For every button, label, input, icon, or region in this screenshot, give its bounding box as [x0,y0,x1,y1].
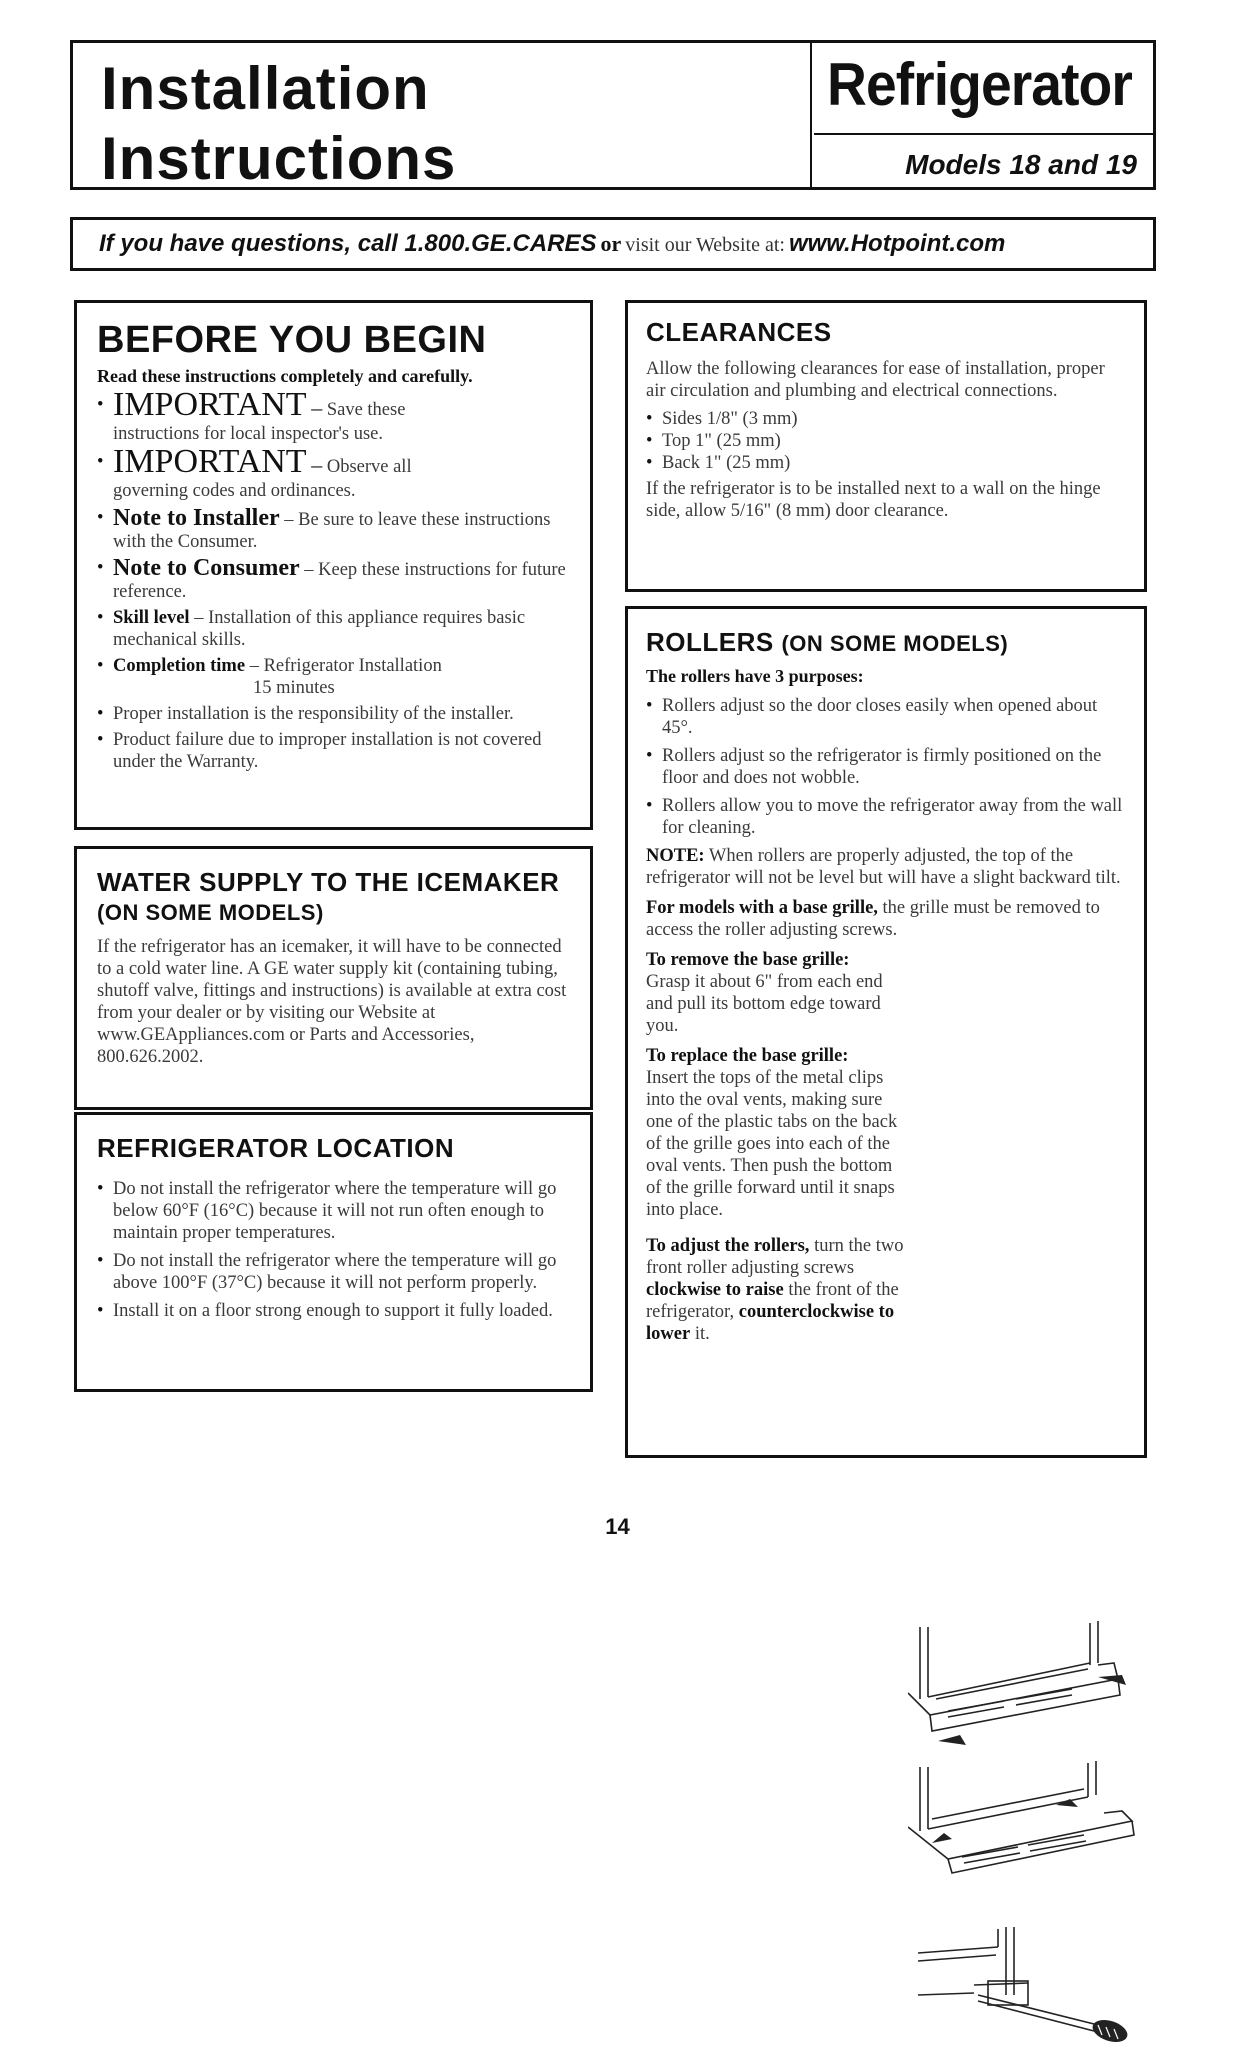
adjust-text: it. [694,1324,710,1344]
appliance-title: Refrigerator [827,51,1132,118]
list-item [97,655,570,699]
clearances-list [646,408,1124,474]
models-divider [814,133,1153,135]
contact-phone: If you have questions, call 1.800.GE.CARES [99,230,597,257]
grille-heading: For models with a base grille, [646,898,878,918]
adjust-clockwise: clockwise to raise [646,1280,784,1300]
adjust-text: turn the two front roller adjusting screws [646,1236,904,1278]
contact-visit: visit our Website at: [625,234,785,256]
rollers-title [646,627,1124,658]
item-text: Observe all [326,457,412,477]
location-box [74,1112,593,1392]
header-divider [810,43,812,187]
remove-heading: To remove the base grille: [646,950,850,970]
location-title: REFRIGERATOR LOCATION [97,1133,455,1163]
rollers-box [625,606,1147,1458]
item-text: Save these [326,400,406,420]
item-text: Product failure due to improper installation is not covered under the Warranty. [113,730,542,772]
remove-grille-step [646,949,904,1037]
models-subtitle: Models 18 and 19 [905,149,1137,180]
rollers-title-main: ROLLERS [646,627,774,657]
rollers-note [646,845,1124,889]
list-item [97,443,570,503]
list-item [97,557,570,603]
title-line-2: Instructions [101,125,457,192]
water-supply-box [74,846,593,1110]
list-item: • Back 1" (25 mm) [646,452,1124,474]
list-item [97,507,570,553]
list-item: • Do not install the refrigerator where the temperature will go below 60°F (16°C) because it will not run often enough to maintain proper temperatures. [97,1178,570,1244]
contact-bar [70,217,1156,271]
contact-or: or [600,231,622,256]
adjust-text: the front of the refrigerator, [646,1280,899,1322]
item-heading: Skill level [113,608,190,628]
note-text: When rollers are properly adjusted, the top of the refrigerator will not be level but will have a slight backward tilt. [646,846,1121,888]
list-item [97,386,570,446]
before-list [97,386,570,773]
before-you-begin-box [74,300,593,830]
completion-time-value: 15 minutes [253,678,335,698]
item-text: – Refrigerator Installation [249,656,442,676]
location-list [97,1178,570,1322]
item-text: governing codes and ordinances. [113,481,356,501]
replace-grille-step [646,1045,904,1221]
clearances-box [625,300,1147,592]
remove-grille-illustration [908,1619,1138,1749]
water-body: If the refrigerator has an icemaker, it will have to be connected to a cold water line. A GE water supply kit (containing tubing, shutoff valve, fittings and instructions) is available at extra cost from your dealer or by visiting our Website at www.GEAppliances.com or Parts and Accessories, 800.626.2002. [97,937,567,1067]
list-item: • Do not install the refrigerator where the temperature will go above 100°F (37°C) because it will not perform properly. [97,1250,570,1294]
list-item: • Rollers allow you to move the refrigerator away from the wall for cleaning. [646,795,1124,839]
grille-text: the grille must be removed to access the roller adjusting screws. [646,898,1100,940]
clearances-title: CLEARANCES [646,317,832,347]
item-text: – Be sure to leave these instructions with the Consumer. [113,510,551,552]
replace-heading: To replace the base grille: [646,1046,849,1066]
item-text: instructions for local inspector's use. [113,424,383,444]
note-heading: Note to Installer [113,505,280,531]
screwdriver-illustration [918,1925,1140,2049]
important-heading: IMPORTANT [113,386,307,423]
before-title: BEFORE YOU BEGIN [97,319,487,361]
list-item: • Sides 1/8" (3 mm) [646,408,1124,430]
title-line-1: Installation [101,55,430,122]
before-read-note: Read these instructions completely and carefully. [97,366,473,386]
clearances-intro: Allow the following clearances for ease of installation, proper air circulation and plumbing and electrical connections. [646,359,1105,401]
item-heading: Completion time [113,656,246,676]
list-item: • Top 1" (25 mm) [646,430,1124,452]
water-title: WATER SUPPLY TO THE ICEMAKER [97,867,560,897]
water-subtitle: (ON SOME MODELS) [97,900,324,925]
replace-grille-illustration [908,1761,1138,1881]
list-item [97,703,570,725]
list-item: • Rollers adjust so the refrigerator is firmly positioned on the floor and does not wobble. [646,745,1124,789]
adjust-rollers-step [646,1235,908,1345]
rollers-lead: The rollers have 3 purposes: [646,666,864,686]
page-number: 14 [605,1514,630,1539]
dash: – [311,452,323,477]
item-text: – Keep these instructions for future reference. [113,560,566,602]
remove-text: Grasp it about 6" from each end and pull its bottom edge toward you. [646,972,883,1036]
adjust-counterclockwise: counterclockwise to lower [646,1302,895,1344]
item-text: Proper installation is the responsibility of the installer. [113,704,514,724]
replace-text: Insert the tops of the metal clips into the oval vents, making sure one of the plastic tabs on the back of the grille goes into each of the oval vents. Then push the bottom of the grille forward until it snaps into place. [646,1068,898,1220]
list-item [97,607,570,651]
list-item: • Rollers adjust so the door closes easily when opened about 45°. [646,695,1124,739]
rollers-title-sub: (ON SOME MODELS) [781,631,1009,656]
grille-note [646,897,1124,941]
list-item: • Install it on a floor strong enough to support it fully loaded. [97,1300,570,1322]
note-heading: Note to Consumer [113,555,300,581]
header-banner [70,40,1156,190]
adjust-heading: To adjust the rollers, [646,1236,810,1256]
important-heading: IMPORTANT [113,443,307,480]
dash: – [311,395,323,420]
note-label: NOTE: [646,846,705,866]
clearances-note: If the refrigerator is to be installed next to a wall on the hinge side, allow 5/16" (8 mm) door clearance. [646,479,1101,521]
rollers-list [646,695,1124,839]
item-text: – Installation of this appliance requires basic mechanical skills. [113,608,526,650]
list-item [97,729,570,773]
contact-url[interactable]: www.Hotpoint.com [788,230,1006,257]
